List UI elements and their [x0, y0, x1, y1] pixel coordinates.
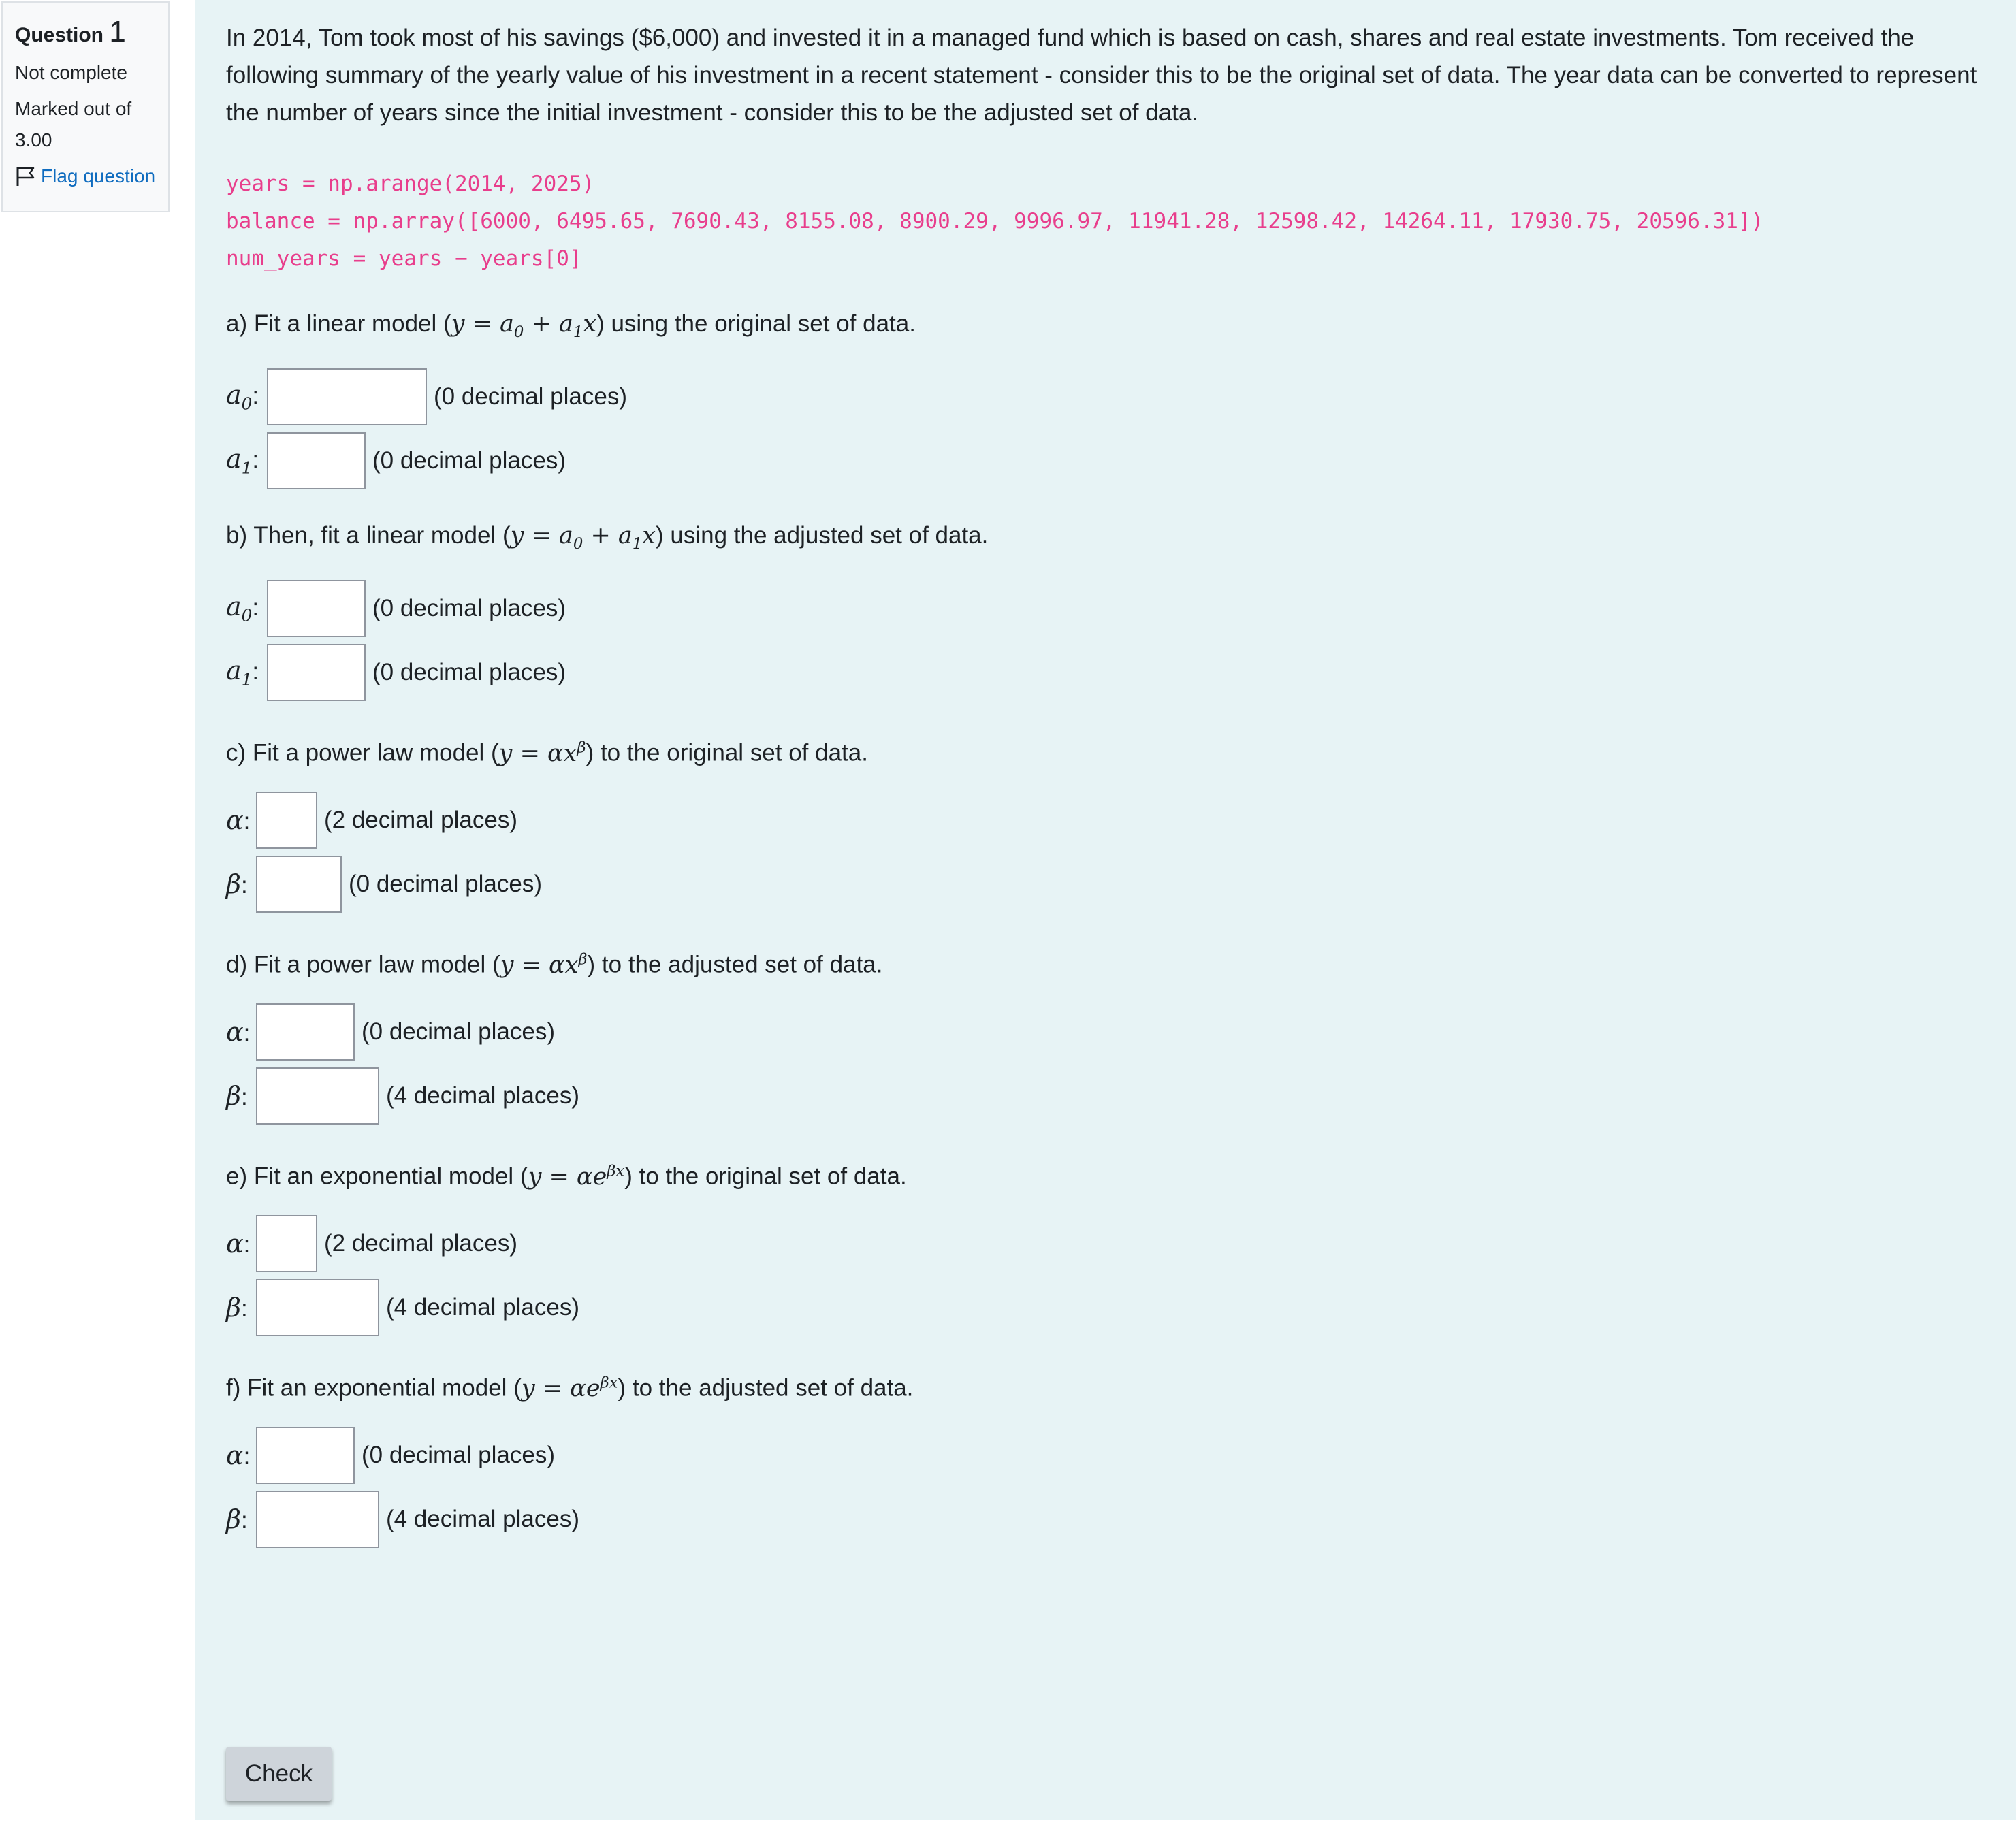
- precision-hint: (0 decimal places): [362, 1442, 555, 1468]
- precision-hint: (4 decimal places): [386, 1506, 579, 1532]
- question-grade: [15, 93, 156, 156]
- answer-row: [226, 792, 1985, 849]
- alpha-label: α:: [226, 1229, 251, 1259]
- question-intro: In 2014, Tom took most of his savings ($6,000) and invested it in a managed fund which is based on cash, shares and real estate investments. Tom received the following summary of the yearly value of his investment in a recent statement - consider this to be the original set of data. The year data can be converted to represent the number of years since the initial investment - consider this to be the adjusted set of data.: [226, 25, 1977, 126]
- precision-hint: (0 decimal places): [349, 871, 542, 897]
- a1-label: $a_1$:: [226, 444, 259, 478]
- beta-label: β:: [226, 1293, 248, 1323]
- precision-hint: (0 decimal places): [372, 447, 566, 474]
- code-block: [226, 165, 1985, 278]
- part-c-title: c) Fit a power law model $(y = \alpha x^\beta)$ to the original set of data.: [226, 739, 868, 767]
- precision-hint: (2 decimal places): [324, 1230, 517, 1257]
- part-d-alpha-input[interactable]: [256, 1003, 355, 1061]
- part-c-beta-input[interactable]: [256, 856, 342, 913]
- power-law-formula: $y = \alpha x^\beta$: [498, 739, 586, 767]
- linear-model-formula: $y = a_0 + a_1x$: [510, 522, 656, 553]
- power-law-formula: $y = \alpha x^\beta$: [500, 950, 588, 979]
- part-c: [226, 730, 1985, 913]
- precision-hint: (2 decimal places): [324, 807, 517, 833]
- code-line: balance = np.array([6000, 6495.65, 7690.43, 8155.08, 8900.29, 9996.97, 11941.28, 12598.42, 14264.11, 17930.75, 20596.31]): [226, 209, 1764, 233]
- beta-label: β:: [226, 869, 248, 899]
- answer-row: [226, 1491, 1985, 1548]
- precision-hint: (0 decimal places): [362, 1018, 555, 1045]
- answer-row: [226, 1067, 1985, 1125]
- part-d-title: d) Fit a power law model $(y = \alpha x^\beta)$ to the adjusted set of data.: [226, 950, 883, 979]
- question-number-value: 1: [109, 15, 126, 48]
- part-b-a1-input[interactable]: [267, 644, 366, 701]
- beta-label: β:: [226, 1504, 248, 1534]
- part-e: [226, 1154, 1985, 1336]
- answer-row: [226, 644, 1985, 701]
- part-a-title: a) Fit a linear model $(y = a_0 + a_1x)$ using the original set of data.: [226, 310, 916, 341]
- part-e-alpha-input[interactable]: [256, 1215, 317, 1272]
- alpha-label: α:: [226, 1440, 251, 1470]
- answer-row: [226, 580, 1985, 637]
- code-line: years = np.arange(2014, 2025): [226, 172, 595, 196]
- part-f-beta-input[interactable]: [256, 1491, 379, 1548]
- a0-label: $a_0$:: [226, 592, 259, 626]
- precision-hint: (0 decimal places): [372, 659, 566, 685]
- precision-hint: (4 decimal places): [386, 1294, 579, 1321]
- answer-row: [226, 1215, 1985, 1272]
- precision-hint: (0 decimal places): [372, 595, 566, 621]
- flag-question-link[interactable]: [15, 163, 156, 190]
- part-f-alpha-input[interactable]: [256, 1427, 355, 1484]
- grade-value: 3.00: [15, 129, 52, 150]
- answer-row: [226, 856, 1985, 913]
- part-a-a1-input[interactable]: [267, 432, 366, 489]
- question-state: Not complete: [15, 62, 127, 83]
- exponential-formula: $y = \alpha e^{\beta x}$: [521, 1374, 618, 1402]
- precision-hint: (0 decimal places): [434, 383, 627, 410]
- part-d-beta-input[interactable]: [256, 1067, 379, 1125]
- a1-label: $a_1$:: [226, 656, 259, 690]
- part-a-a0-input[interactable]: [267, 368, 427, 425]
- part-b-title: b) Then, fit a linear model $(y = a_0 + a_1x)$ using the adjusted set of data.: [226, 522, 989, 553]
- question-info: [1, 1, 170, 212]
- question-content: [195, 0, 2016, 1820]
- precision-hint: (4 decimal places): [386, 1082, 579, 1109]
- question-word: Question: [15, 24, 104, 46]
- exponential-formula: $y = \alpha e^{\beta x}$: [528, 1162, 625, 1191]
- answer-row: [226, 1279, 1985, 1336]
- answer-row: [226, 368, 1985, 425]
- part-e-title: e) Fit an exponential model $(y = \alpha e^{\beta x})$ to the original set of data.: [226, 1162, 907, 1191]
- linear-model-formula: $y = a_0 + a_1x$: [451, 310, 597, 341]
- flag-icon: [15, 165, 37, 187]
- code-line: num_years = years − years[0]: [226, 246, 582, 271]
- part-b: [226, 519, 1985, 701]
- alpha-label: α:: [226, 1017, 251, 1047]
- flag-question-label: Flag question: [41, 165, 156, 187]
- question-number: [15, 15, 156, 52]
- part-e-beta-input[interactable]: [256, 1279, 379, 1336]
- alpha-label: α:: [226, 805, 251, 835]
- answer-row: [226, 1427, 1985, 1484]
- beta-label: β:: [226, 1081, 248, 1111]
- part-b-a0-input[interactable]: [267, 580, 366, 637]
- answer-row: [226, 1003, 1985, 1061]
- a0-label: $a_0$:: [226, 380, 259, 414]
- part-a: [226, 307, 1985, 489]
- part-f-title: f) Fit an exponential model $(y = \alpha e^{\beta x})$ to the adjusted set of data.: [226, 1374, 914, 1402]
- part-c-alpha-input[interactable]: [256, 792, 317, 849]
- part-d: [226, 942, 1985, 1125]
- check-button[interactable]: Check: [226, 1747, 332, 1801]
- grade-label: Marked out of: [15, 98, 132, 119]
- part-f: [226, 1365, 1985, 1548]
- answer-row: [226, 432, 1985, 489]
